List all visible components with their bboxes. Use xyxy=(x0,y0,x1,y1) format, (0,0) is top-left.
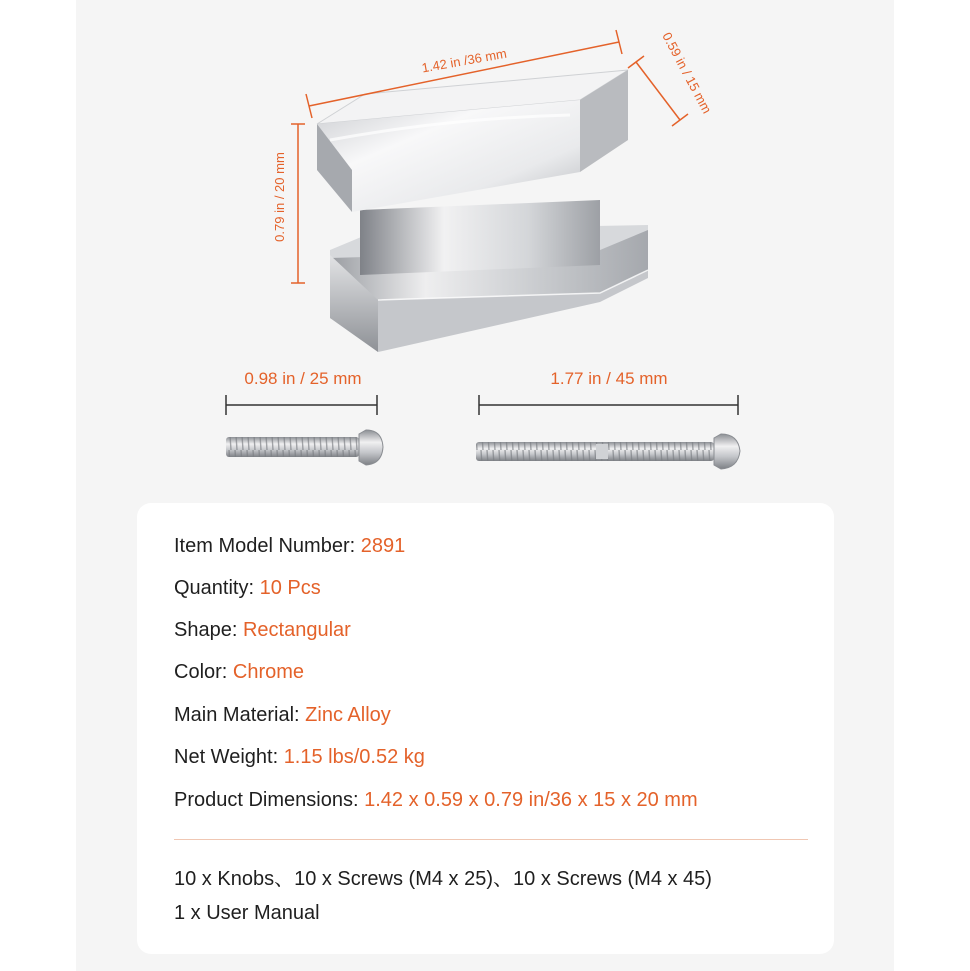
spec-card xyxy=(137,503,834,954)
spec-value: 10 Pcs xyxy=(259,577,321,599)
spec-label: Quantity: xyxy=(174,577,255,599)
short-screw xyxy=(226,430,383,465)
spec-shape xyxy=(174,618,351,642)
package-contents-line-1: 10 x Knobs、10 x Screws (M4 x 25)、10 x Screws (M4 x 45) xyxy=(174,868,712,890)
spec-dimensions xyxy=(174,788,698,812)
dimension-height xyxy=(272,124,305,283)
dimension-long-screw xyxy=(479,369,738,415)
spec-label: Main Material: xyxy=(174,704,300,726)
spec-color xyxy=(174,660,304,684)
spec-quantity xyxy=(174,576,321,600)
spec-value: 2891 xyxy=(360,535,406,557)
long-screw xyxy=(476,434,740,469)
package-contents-line-2: 1 x User Manual xyxy=(174,902,320,924)
dimension-height-label: 0.79 in / 20 mm xyxy=(272,152,287,242)
spec-value: 1.15 lbs/0.52 kg xyxy=(283,746,425,768)
dimension-short-screw-label: 0.98 in / 25 mm xyxy=(244,369,362,388)
divider xyxy=(174,839,808,840)
spec-value: Rectangular xyxy=(242,619,351,641)
spec-value: 1.42 x 0.59 x 0.79 in/36 x 15 x 20 mm xyxy=(364,789,698,811)
spec-value: Chrome xyxy=(232,661,305,683)
spec-label: Net Weight: xyxy=(174,746,279,768)
spec-model-number xyxy=(174,534,405,558)
spec-value: Zinc Alloy xyxy=(305,704,391,726)
dimension-width-label: 0.59 in / 15 mm xyxy=(659,29,715,116)
spec-net-weight xyxy=(174,745,425,769)
dimension-short-screw xyxy=(226,369,377,415)
spec-label: Color: xyxy=(174,661,228,683)
spec-material xyxy=(174,703,391,727)
knob-top xyxy=(317,70,628,212)
spec-label: Shape: xyxy=(174,619,238,641)
spec-label: Item Model Number: xyxy=(174,535,356,557)
dimension-width xyxy=(628,30,715,126)
knob-stem xyxy=(360,200,600,275)
spec-label: Product Dimensions: xyxy=(174,789,359,811)
dimension-long-screw-label: 1.77 in / 45 mm xyxy=(550,369,668,388)
dimension-length-label: 1.42 in /36 mm xyxy=(420,45,508,76)
